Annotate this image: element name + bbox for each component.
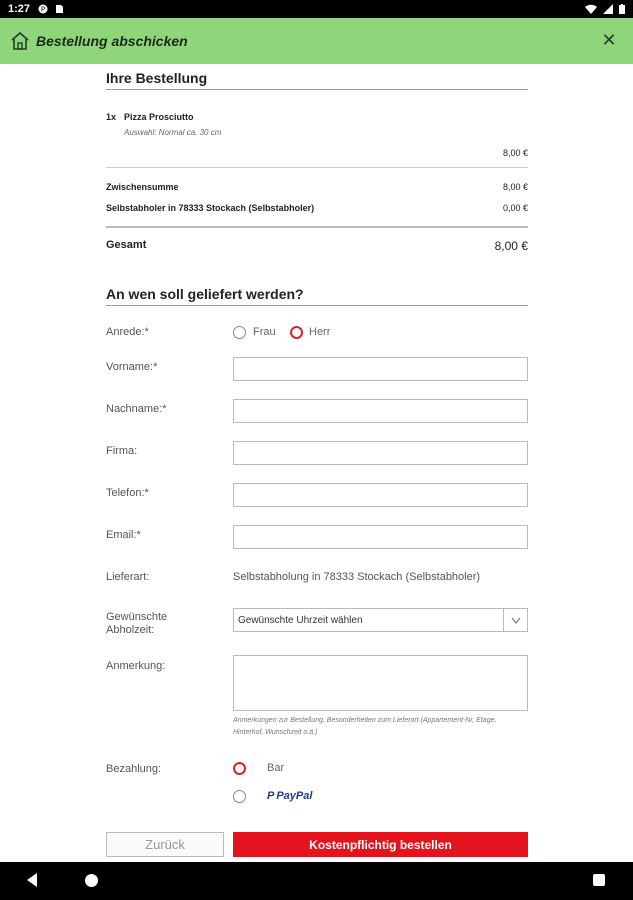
chevron-down-icon[interactable] bbox=[503, 609, 527, 631]
app-header bbox=[0, 18, 633, 64]
nav-back-icon[interactable] bbox=[27, 873, 37, 887]
phone-label: Telefon:* bbox=[106, 487, 149, 499]
back-button[interactable]: Zurück bbox=[106, 832, 224, 857]
page-title: Bestellung abschicken bbox=[36, 33, 188, 49]
paypal-logo[interactable] bbox=[267, 790, 312, 802]
total-row bbox=[106, 239, 528, 253]
email-label: Email:* bbox=[106, 529, 141, 541]
radio-frau-label[interactable]: Frau bbox=[253, 326, 276, 338]
firstname-label: Vorname:* bbox=[106, 361, 158, 373]
company-input[interactable] bbox=[233, 441, 528, 465]
pickup-label: Selbstabholer in 78333 Stockach (Selbstabholer) bbox=[106, 203, 315, 213]
radio-frau[interactable] bbox=[233, 326, 246, 339]
nav-recent-apps-icon[interactable] bbox=[593, 874, 605, 886]
email-input[interactable] bbox=[233, 525, 528, 549]
lastname-label: Nachname:* bbox=[106, 403, 167, 415]
total-label: Gesamt bbox=[106, 239, 147, 251]
total-value: 8,00 € bbox=[494, 239, 528, 253]
order-item bbox=[106, 112, 194, 122]
subtotal-label: Zwischensumme bbox=[106, 182, 179, 192]
home-icon[interactable] bbox=[10, 31, 30, 51]
delivery-type-value: Selbstabholung in 78333 Stockach (Selbstabholer) bbox=[233, 571, 481, 583]
radio-paypal[interactable] bbox=[233, 790, 246, 803]
item-qty: 1x bbox=[106, 112, 117, 122]
pickup-time-label-line2: Abholzeit: bbox=[106, 624, 155, 636]
remark-hint-line2: Hinterhof, Wunschzeit o.ä.) bbox=[233, 729, 318, 736]
item-price: 8,00 € bbox=[502, 148, 528, 158]
wifi-icon bbox=[585, 4, 597, 14]
phone-input[interactable] bbox=[233, 483, 528, 507]
paypal-label: PayPal bbox=[276, 790, 313, 802]
paypal-icon: P bbox=[267, 790, 275, 802]
pickup-time-label-line1: Gewünschte bbox=[106, 611, 168, 623]
pickup-time-select[interactable] bbox=[233, 608, 528, 632]
remark-label: Anmerkung: bbox=[106, 660, 166, 672]
radio-herr-label[interactable]: Herr bbox=[309, 326, 331, 338]
subtotal-row bbox=[106, 182, 528, 192]
battery-icon bbox=[619, 4, 625, 14]
divider bbox=[106, 226, 528, 228]
status-bar bbox=[0, 0, 633, 18]
pickup-time-label bbox=[106, 611, 167, 637]
subtotal-value: 8,00 € bbox=[502, 182, 528, 192]
signal-icon bbox=[603, 4, 613, 14]
pickup-value: 0,00 € bbox=[502, 203, 528, 213]
salutation-label: Anrede:* bbox=[106, 326, 149, 338]
navigation-bar bbox=[0, 862, 633, 900]
divider bbox=[106, 167, 528, 168]
pickup-row bbox=[106, 203, 528, 213]
order-section-title: Ihre Bestellung bbox=[106, 70, 528, 90]
radio-herr[interactable] bbox=[290, 326, 303, 339]
lastname-input[interactable] bbox=[233, 399, 528, 423]
svg-text:P: P bbox=[40, 5, 46, 14]
status-time: 1:27 bbox=[8, 3, 31, 15]
order-button[interactable]: Kostenpflichtig bestellen bbox=[233, 832, 528, 857]
remark-hint-line1: Anmerkungen zur Bestellung, Besonderheiten zum Lieferort (Appartement-Nr, Etage, bbox=[233, 717, 497, 724]
radio-bar[interactable] bbox=[233, 762, 246, 775]
app-notification-icon bbox=[38, 4, 48, 14]
radio-bar-label[interactable]: Bar bbox=[267, 762, 285, 774]
delivery-type-label: Lieferart: bbox=[106, 571, 150, 583]
remark-hint bbox=[233, 715, 528, 739]
item-option: Auswahl: Normal ca. 30 cm bbox=[124, 128, 222, 137]
payment-label: Bezahlung: bbox=[106, 763, 162, 775]
firstname-input[interactable] bbox=[233, 357, 528, 381]
close-icon[interactable]: ✕ bbox=[601, 30, 617, 50]
pickup-time-selected: Gewünschte Uhrzeit wählen bbox=[238, 614, 363, 626]
nav-home-icon[interactable] bbox=[85, 874, 98, 887]
item-name: Pizza Prosciutto bbox=[124, 112, 194, 122]
delivery-section-title: An wen soll geliefert werden? bbox=[106, 286, 528, 306]
sim-card-icon bbox=[54, 4, 64, 14]
remark-textarea[interactable] bbox=[233, 655, 528, 711]
company-label: Firma: bbox=[106, 445, 138, 457]
